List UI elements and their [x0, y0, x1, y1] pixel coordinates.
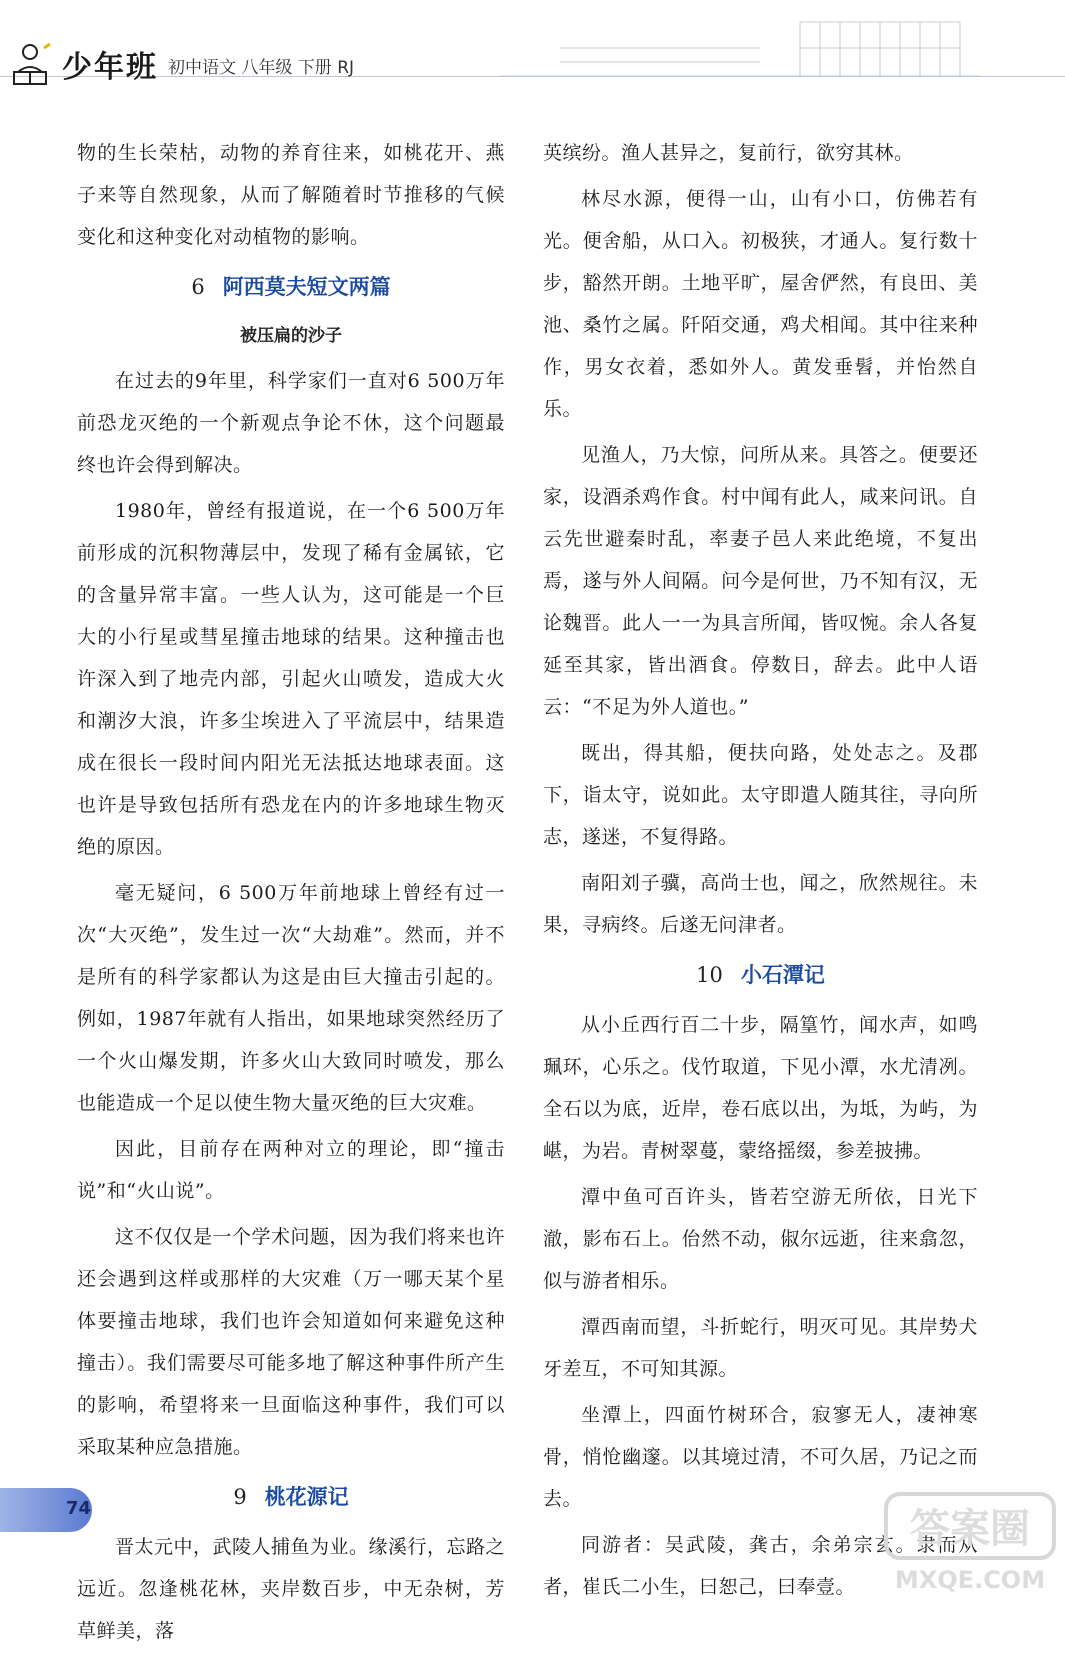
- paragraph: 晋太元中，武陵人捕鱼为业。缘溪行，忘路之远近。忽逢桃花林，夹岸数百步，中无杂树，芳草鲜美，落: [77, 1536, 506, 1642]
- section-heading: [543, 952, 978, 998]
- svg-text:答案圈: 答案圈: [910, 1506, 1030, 1552]
- paragraph: 南阳刘子骥，高尚士也，闻之，欣然规往。未果，寻病终。后遂无问津者。: [543, 872, 978, 936]
- watermark-logo: [880, 1488, 1060, 1598]
- paragraph: 这不仅仅是一个学术问题，因为我们将来也许还会遇到这样或那样的大灾难（万一哪天某个星体要撞击地球，我们也许会知道如何来避免这种撞击）。我们需要尽可能多地了解这种事件所产生的影响，希望将来一旦面临这种事件，我们可以采取某种应急措施。: [77, 1226, 506, 1458]
- article-subtitle: 被压扁的沙子: [240, 326, 342, 346]
- section-number: 9: [233, 1485, 247, 1509]
- paragraph: 从小丘西行百二十步，隔篁竹，闻水声，如鸣珮环，心乐之。伐竹取道，下见小潭，水尤清冽。全石以为底，近岸，卷石底以出，为坻，为屿，为嵁，为岩。青树翠蔓，蒙络摇缀，参差披拂。: [543, 1014, 978, 1162]
- paragraph: 因此，目前存在两种对立的理论，即“撞击说”和“火山说”。: [77, 1138, 505, 1202]
- brand-title: 少年班: [62, 50, 158, 85]
- page-number: 74: [66, 1498, 92, 1519]
- header-grid-decoration: [500, 18, 980, 80]
- section-title: 小石潭记: [740, 963, 825, 987]
- paragraph: 潭中鱼可百许头，皆若空游无所依，日光下澈，影布石上。佁然不动，俶尔远逝，往来翕忽，似与游者相乐。: [543, 1186, 978, 1292]
- section-heading: [77, 1474, 505, 1520]
- paragraph: 在过去的9年里，科学家们一直对6 500万年前恐龙灭绝的一个新观点争论不休，这个问题最终也许会得到解决。: [77, 370, 505, 476]
- section-number: 6: [191, 275, 205, 299]
- paragraph: 物的生长荣枯，动物的养育往来，如桃花开、燕子来等自然现象，从而了解随着时节推移的气候变化和这种变化对动植物的影响。: [77, 142, 505, 248]
- paragraph: 潭西南而望，斗折蛇行，明灭可见。其岸势犬牙差互，不可知其源。: [543, 1316, 978, 1380]
- paragraph: 既出，得其船，便扶向路，处处志之。及郡下，诣太守，说如此。太守即遣人随其往，寻向所志，遂迷，不复得路。: [543, 742, 978, 848]
- section-title: 桃花源记: [264, 1485, 349, 1509]
- paragraph: 见渔人，乃大惊，问所从来。具答之。便要还家，设酒杀鸡作食。村中闻有此人，咸来问讯。自云先世避秦时乱，率妻子邑人来此绝境，不复出焉，遂与外人间隔。问今是何世，乃不知有汉，无论魏晋。此人一一为具言所闻，皆叹惋。余人各复延至其家，皆出酒食。停数日，辞去。此中人语云：“不足为外人道也。”: [543, 444, 978, 718]
- student-reading-icon: [8, 42, 56, 88]
- section-heading: [77, 264, 505, 310]
- section-number: 10: [696, 963, 723, 987]
- paragraph: 林尽水源，便得一山，山有小口，仿佛若有光。便舍船，从口入。初极狭，才通人。复行数十步，豁然开朗。土地平旷，屋舍俨然，有良田、美池、桑竹之属。阡陌交通，鸡犬相闻。其中往来种作，男女衣着，悉如外人。黄发垂髫，并怡然自乐。: [543, 188, 978, 420]
- page-number-tab: [0, 1488, 92, 1532]
- brand-logo: [8, 42, 354, 88]
- right-column: [543, 132, 978, 1612]
- svg-text:MXQE.COM: MXQE.COM: [894, 1566, 1046, 1594]
- page-header: [0, 0, 1065, 100]
- paragraph: 毫无疑问，6 500万年前地球上曾经有过一次“大灭绝”，发生过一次“大劫难”。然而，并不是所有的科学家都认为这是由巨大撞击引起的。例如，1987年就有人指出，如果地球突然经历了一个火山爆发期，许多火山大致同时喷发，那么也能造成一个足以使生物大量灭绝的巨大灾难。: [77, 882, 505, 1114]
- book-subtitle: 初中语文 八年级 下册 RJ: [168, 58, 355, 78]
- paragraph: 1980年，曾经有报道说，在一个6 500万年前形成的沉积物薄层中，发现了稀有金属铱，它的含量异常丰富。一些人认为，这可能是一个巨大的小行星或彗星撞击地球的结果。这种撞击也许深入到了地壳内部，引起火山喷发，造成大火和潮汐大浪，许多尘埃进入了平流层中，结果造成在很长一段时间内阳光无法抵达地球表面。这也许是导致包括所有恐龙在内的许多地球生物灭绝的原因。: [77, 500, 505, 858]
- paragraph: 坐潭上，四面竹树环合，寂寥无人，凄神寒骨，悄怆幽邃。以其境过清，不可久居，乃记之而去。: [543, 1404, 978, 1510]
- section-title: 阿西莫夫短文两篇: [222, 275, 391, 299]
- paragraph: 英缤纷。渔人甚异之，复前行，欲穷其林。: [543, 142, 914, 164]
- paragraph: 同游者：吴武陵，龚古，余弟宗玄。隶而从者，崔氏二小生，曰恕己，曰奉壹。: [543, 1534, 978, 1598]
- left-column: [77, 132, 505, 1656]
